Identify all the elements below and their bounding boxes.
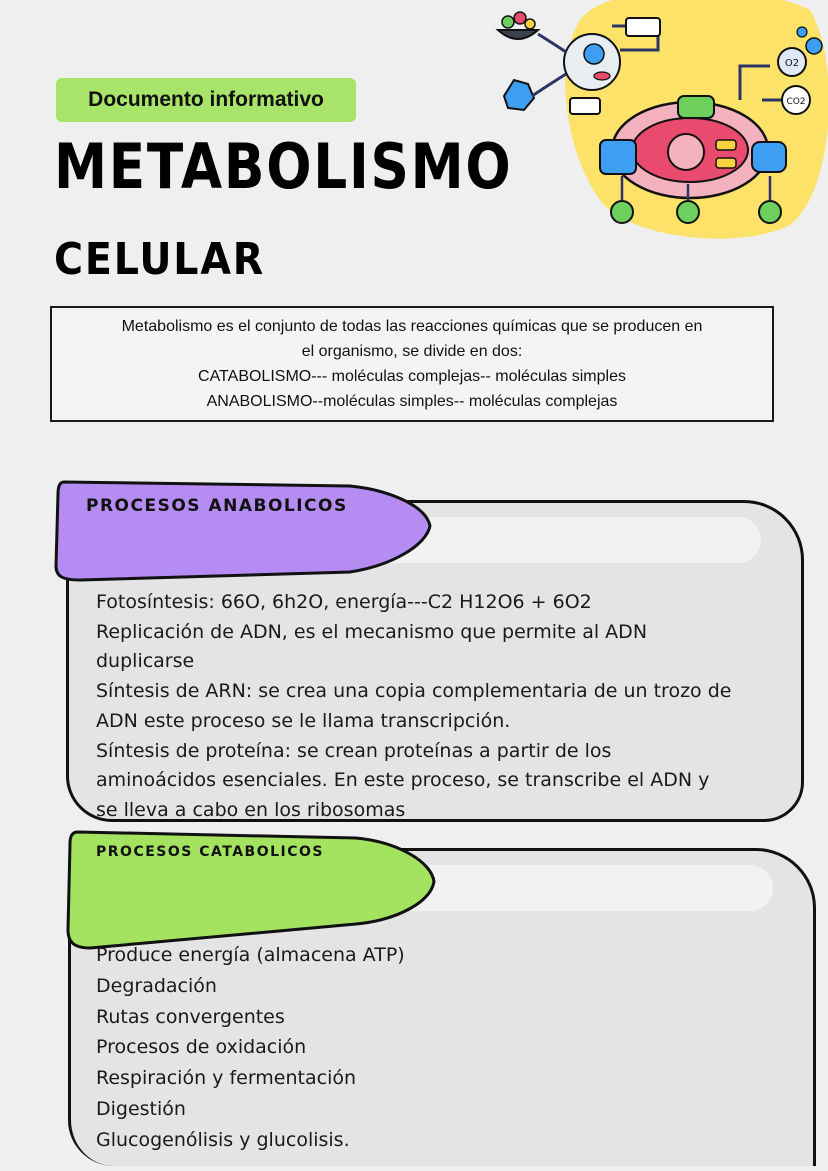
document-type-tag: Documento informativo [56, 78, 356, 122]
list-item: Síntesis de proteína: se crean proteínas a partir de los [96, 739, 612, 762]
list-item: se lleva a cabo en los ribosomas [96, 798, 406, 821]
o2-label: O2 [784, 58, 800, 69]
cell-diagram-icon [490, 0, 828, 240]
list-item: Rutas convergentes [96, 1005, 285, 1028]
list-item: Síntesis de ARN: se crea una copia complementaria de un trozo de [96, 680, 732, 703]
intro-line: Metabolismo es el conjunto de todas las reacciones químicas que se producen en [121, 318, 703, 335]
list-item: Degradación [96, 974, 217, 997]
list-item: duplicarse [96, 650, 195, 673]
list-item: ADN este proceso se le llama transcripción. [96, 709, 511, 732]
list-item: Digestión [96, 1097, 186, 1120]
intro-line: CATABOLISMO--- moléculas complejas-- moléculas simples [198, 368, 626, 385]
list-item: Glucogenólisis y glucolisis. [96, 1128, 350, 1151]
list-item: Procesos de oxidación [96, 1036, 307, 1059]
metabolism-illustration [490, 0, 828, 240]
page-title-line1: METABOLISMO [54, 130, 513, 203]
co2-label: CO2 [786, 97, 806, 107]
list-item: Fotosíntesis: 66O, 6h2O, energía---C2 H12O6 + 6O2 [96, 591, 592, 613]
anabolic-list [96, 588, 756, 826]
anabolic-header-badge [50, 476, 434, 606]
intro-line: el organismo, se divide en dos: [301, 343, 523, 360]
catabolic-header-badge [64, 826, 438, 954]
list-item: Replicación de ADN, es el mecanismo que permite al ADN [96, 620, 648, 643]
list-item: Respiración y fermentación [96, 1067, 357, 1090]
page-title-line2: CELULAR [54, 234, 266, 285]
anabolic-heading: PROCESOS ANABOLICOS [86, 496, 348, 516]
list-item: aminoácidos esenciales. En este proceso, se transcribe el ADN y [96, 769, 710, 792]
intro-box [50, 306, 774, 422]
list-item: Produce energía (almacena ATP) [96, 944, 405, 966]
intro-line: ANABOLISMO--moléculas simples-- moléculas complejas [206, 393, 618, 410]
catabolic-list [96, 940, 756, 1156]
catabolic-heading: PROCESOS CATABOLICOS [96, 844, 325, 860]
